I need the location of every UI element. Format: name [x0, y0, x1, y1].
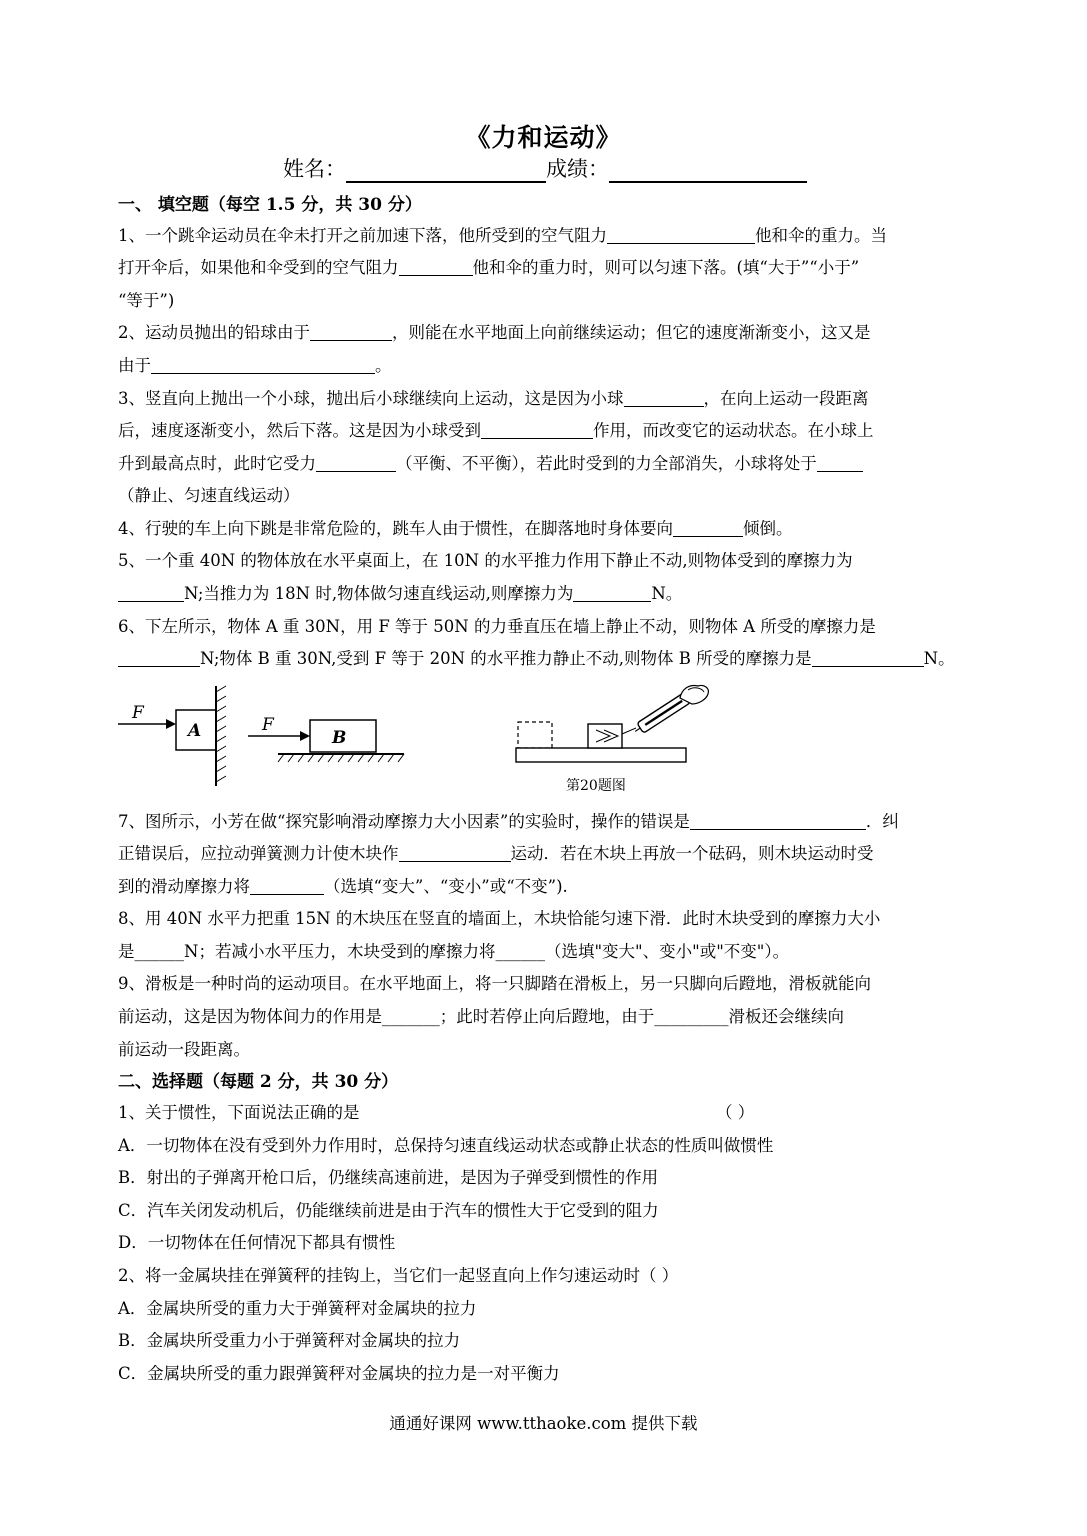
q9-line2: 前运动，这是因为物体间力的作用是_______；此时若停止向后蹬地，由于_________滑板还会继续向 — [118, 1007, 844, 1026]
q3-line1: 3、竖直向上抛出一个小球，抛出后小球继续向上运动，这是因为小球 ，在向上运动一段距离 — [118, 389, 869, 408]
mc2-option-c: C．金属块所受的重力跟弹簧秤对金属块的拉力是一对平衡力 — [118, 1364, 560, 1383]
mc2-option-b: B．金属块所受重力小于弹簧秤对金属块的拉力 — [118, 1331, 461, 1350]
answer-blank[interactable] — [607, 225, 755, 244]
q3-line2: 后，速度逐渐变小，然后下落。这是因为小球受到 作用，而改变它的运动状态。在小球上 — [118, 421, 874, 440]
name-score-line — [283, 153, 807, 183]
q4-line1: 4、行驶的车上向下跳是非常危险的，跳车人由于惯性，在脚落地时身体要向 倾倒。 — [118, 519, 793, 538]
page-title: 《力和运动》 — [465, 123, 622, 152]
mc1-stem: 1、关于惯性，下面说法正确的是 （ ） — [118, 1099, 360, 1123]
q1-line3: “等于”) — [118, 291, 175, 310]
q8-line2: 是______N；若减小水平压力，木块受到的摩擦力将______（选填"变大"、变小"或"不变"）。 — [118, 942, 790, 961]
mc1-option-d: D．一切物体在任何情况下都具有惯性 — [118, 1233, 396, 1252]
answer-blank[interactable] — [399, 257, 473, 276]
mc1-option-a: A．一切物体在没有受到外力作用时，总保持匀速直线运动状态或静止状态的性质叫做惯性 — [118, 1136, 774, 1155]
block-a-label: A — [188, 721, 202, 741]
answer-blank[interactable] — [316, 453, 396, 472]
name-label: 姓名： — [283, 157, 346, 181]
answer-blank[interactable] — [250, 876, 324, 895]
q2-line1: 2、运动员抛出的铅球由于 ，则能在水平地面上向前继续运动；但它的速度渐渐变小，这又是 — [118, 323, 871, 342]
answer-blank[interactable] — [399, 843, 511, 862]
q1-line1: 1、一个跳伞运动员在伞未打开之前加速下落，他所受到的空气阻力 他和伞的重力。当 — [118, 226, 887, 245]
answer-blank[interactable] — [817, 453, 863, 472]
q5-line2: N;当推力为 18N 时,物体做匀速直线运动,则摩擦力为 N。 — [118, 580, 682, 604]
force-label-a: F — [132, 703, 144, 723]
name-blank[interactable] — [346, 159, 546, 183]
answer-blank[interactable] — [310, 322, 392, 341]
answer-blank[interactable] — [151, 355, 375, 374]
section1-heading: 一、 填空题（每空 1.5 分，共 30 分） — [118, 195, 422, 215]
answer-blank[interactable] — [673, 518, 743, 537]
answer-blank[interactable] — [812, 648, 924, 667]
q7-line1: 7、图所示，小芳在做“探究影响滑动摩擦力大小因素”的实验时，操作的错误是 ．纠 — [118, 812, 899, 831]
q5-line1: 5、一个重 40N 的物体放在水平桌面上，在 10N 的水平推力作用下静止不动,则物体受到的摩擦力为 — [118, 551, 853, 570]
board — [516, 748, 686, 762]
q6-line2: N;物体 B 重 30N,受到 F 等于 20N 的水平推力静止不动,则物体 B 所受的摩擦力是 N。 — [118, 645, 955, 669]
q8-line1: 8、用 40N 水平力把重 15N 的木块压在竖直的墙面上，木块恰能匀速下滑．此时木块受到的摩擦力大小 — [118, 909, 881, 928]
q2-line2: 由于 。 — [118, 356, 392, 375]
figure-20 — [512, 676, 718, 798]
q7-line2: 正错误后，应拉动弹簧测力计使木块作 运动．若在木块上再放一个砝码，则木块运动时受 — [118, 844, 874, 863]
mc2-stem: 2、将一金属块挂在弹簧秤的挂钩上，当它们一起竖直向上作匀速运动时（ ） — [118, 1266, 679, 1285]
mc1-option-c: C．汽车关闭发动机后，仍能继续前进是由于汽车的惯性大于它受到的阻力 — [118, 1201, 659, 1220]
score-blank[interactable] — [609, 159, 807, 183]
mc1-option-b: B．射出的子弹离开枪口后，仍继续高速前进，是因为子弹受到惯性的作用 — [118, 1168, 659, 1187]
q7-line3: 到的滑动摩擦力将 （选填“变大”、“变小”或“不变”). — [118, 877, 568, 896]
q9-line3: 前运动一段距离。 — [118, 1040, 250, 1059]
answer-blank[interactable] — [118, 648, 200, 667]
q3-line3: 升到最高点时，此时它受力 （平衡、不平衡），若此时受到的力全部消失，小球将处于 — [118, 450, 863, 474]
q9-line1: 9、滑板是一种时尚的运动项目。在水平地面上，将一只脚踏在滑板上，另一只脚向后蹬地，滑板就能向 — [118, 974, 871, 993]
section2-heading: 二、选择题（每题 2 分，共 30 分） — [118, 1072, 399, 1092]
figure-caption: 第20题图 — [566, 778, 626, 794]
answer-blank[interactable] — [573, 583, 651, 602]
answer-blank[interactable] — [690, 811, 866, 830]
q6-line1: 6、下左所示，物体 A 重 30N，用 F 等于 50N 的力垂直压在墙上静止不动，则物体 A 所受的摩擦力是 — [118, 617, 876, 636]
q1-line2: 打开伞后，如果他和伞受到的空气阻力 他和伞的重力时，则可以匀速下落。(填“大于”“小于” — [118, 258, 860, 277]
force-label-b: F — [262, 715, 274, 735]
answer-blank[interactable] — [624, 388, 704, 407]
q3-line4: （静止、匀速直线运动） — [118, 486, 300, 505]
block-b-label: B — [332, 728, 347, 748]
score-label: 成绩： — [546, 157, 609, 181]
answer-blank[interactable] — [118, 583, 184, 602]
figure-block-a-b — [118, 684, 418, 794]
answer-blank[interactable] — [481, 420, 593, 439]
answer-bracket[interactable]: （ ） — [716, 1103, 755, 1122]
dashed-block — [518, 722, 552, 748]
mc2-option-a: A．金属块所受的重力大于弹簧秤对金属块的拉力 — [118, 1299, 477, 1318]
page-footer: 通通好课网 www.tthaoke.com 提供下载 — [389, 1414, 698, 1433]
